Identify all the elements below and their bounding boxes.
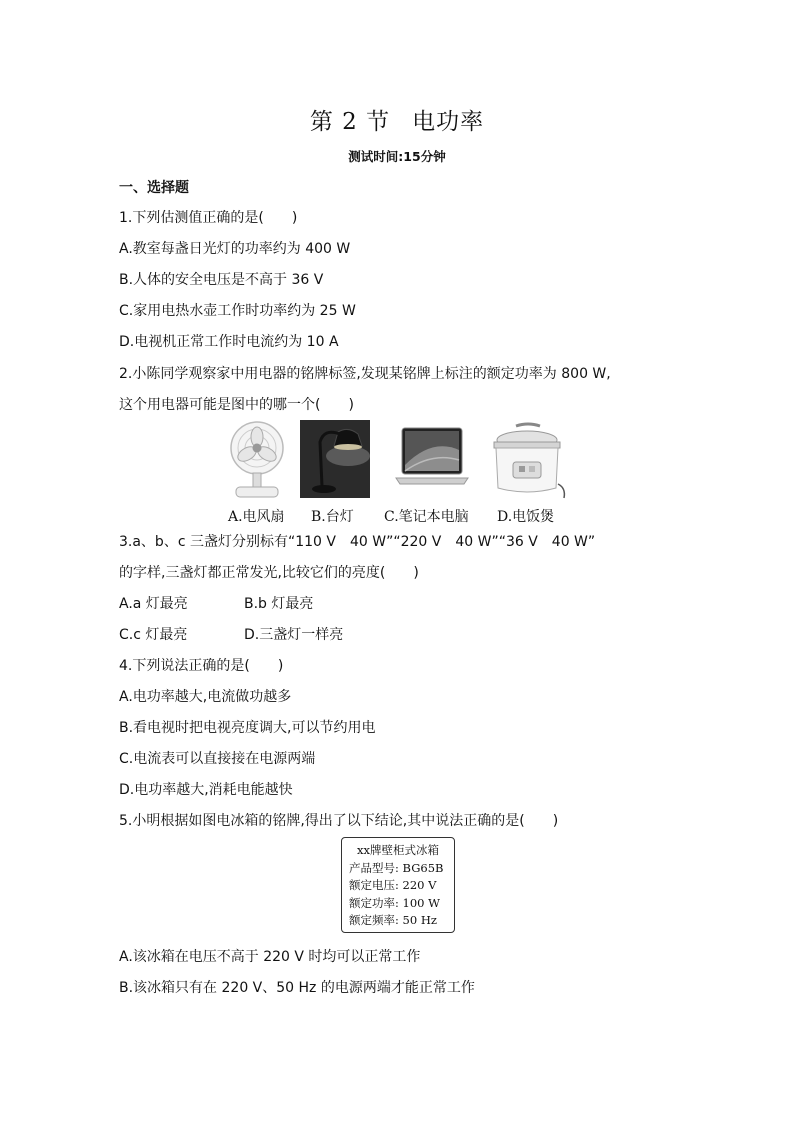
q1-option-d: D.电视机正常工作时电流约为 10 A <box>119 334 339 350</box>
q3-option-c: C.c 灯最亮 <box>119 627 188 643</box>
q1-stem: 1.下列估测值正确的是( ) <box>119 210 298 226</box>
nameplate-voltage: 额定电压: 220 V <box>349 878 437 892</box>
caption-a: A.电风扇 <box>228 509 285 525</box>
q2-stem-line1: 2.小陈同学观察家中用电器的铭牌标签,发现某铭牌上标注的额定功率为 800 W, <box>119 366 611 382</box>
q3-options-ab <box>119 593 314 613</box>
q4-option-d: D.电功率越大,消耗电能越快 <box>119 782 293 798</box>
q5-option-a: A.该冰箱在电压不高于 220 V 时均可以正常工作 <box>119 949 421 965</box>
q3-stem-line1: 3.a、b、c 三盏灯分别标有“110 V 40 W”“220 V 40 W”“36 V 40 W” <box>119 534 596 550</box>
nameplate-power: 额定功率: 100 W <box>349 895 440 910</box>
q3-option-a: A.a 灯最亮 <box>119 596 188 612</box>
test-time: 测试时间:15分钟 <box>348 149 446 164</box>
q3-options-cd <box>119 624 344 644</box>
q5-stem: 5.小明根据如图电冰箱的铭牌,得出了以下结论,其中说法正确的是( ) <box>119 813 559 829</box>
section-heading: 一、选择题 <box>119 180 189 196</box>
q3-option-b: B.b 灯最亮 <box>244 596 314 612</box>
section-number: 第 2 节 <box>309 109 391 135</box>
nameplate-frequency: 额定频率: 50 Hz <box>349 913 437 927</box>
q4-option-a: A.电功率越大,电流做功越多 <box>119 689 292 705</box>
q1-option-c: C.家用电热水壶工作时功率约为 25 W <box>119 303 356 319</box>
fridge-nameplate <box>341 837 455 933</box>
q4-option-c: C.电流表可以直接接在电源两端 <box>119 751 316 767</box>
q2-stem-line2: 这个用电器可能是图中的哪一个( ) <box>119 397 354 413</box>
laptop-image <box>394 420 470 496</box>
nameplate-heading: xx牌壁柜式冰箱 <box>357 843 439 857</box>
q3-stem-line2: 的字样,三盏灯都正常发光,比较它们的亮度( ) <box>119 565 419 581</box>
q3-option-d: D.三盏灯一样亮 <box>244 627 344 643</box>
section-name: 电功率 <box>412 109 485 135</box>
q4-stem: 4.下列说法正确的是( ) <box>119 658 284 674</box>
desk-lamp-image <box>300 420 370 498</box>
q4-option-b: B.看电视时把电视亮度调大,可以节约用电 <box>119 720 376 736</box>
page-title <box>0 103 794 136</box>
rice-cooker-image <box>486 420 568 502</box>
q1-option-a: A.教室每盏日光灯的功率约为 400 W <box>119 241 351 257</box>
nameplate-model: 产品型号: BG65B <box>349 860 444 875</box>
electric-fan-image <box>226 420 288 500</box>
caption-d: D.电饭煲 <box>497 509 555 525</box>
caption-c: C.笔记本电脑 <box>384 509 469 525</box>
q5-option-b: B.该冰箱只有在 220 V、50 Hz 的电源两端才能正常工作 <box>119 980 475 996</box>
caption-b: B.台灯 <box>311 509 354 525</box>
q1-option-b: B.人体的安全电压是不高于 36 V <box>119 272 324 288</box>
